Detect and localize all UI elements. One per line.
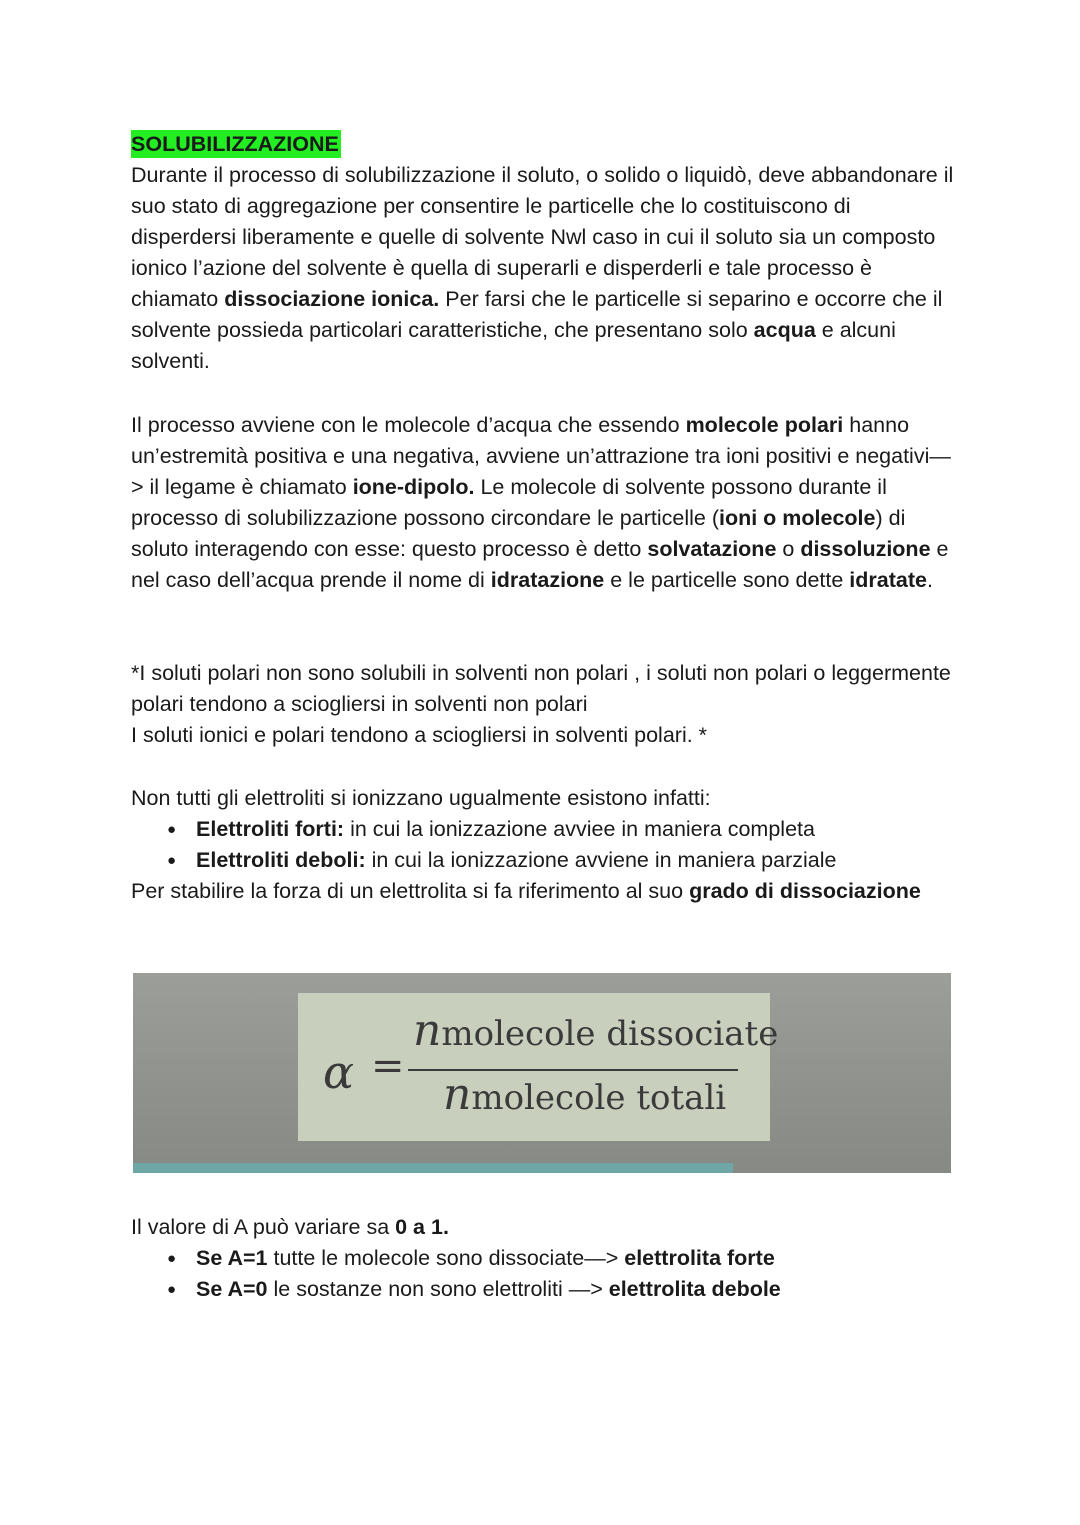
list-item-label: Elettroliti forti:: [196, 817, 345, 841]
text-run: e nel caso dell’acqua prende il nome di: [131, 537, 949, 592]
paragraph-grado: [131, 876, 961, 907]
text-run: Per stabilire la forza di un elettrolita si fa riferimento al suo: [131, 879, 690, 903]
bold-text: idratazione: [490, 568, 605, 592]
bold-text: Se A=0: [196, 1277, 268, 1301]
photo-band: [133, 1163, 733, 1173]
valore-list: [131, 1243, 961, 1305]
list-item-text: in cui la ionizzazione avviee in maniera completa: [344, 817, 815, 841]
bold-text: Se A=1: [196, 1246, 268, 1270]
paragraph-solubilizzazione: [131, 160, 961, 377]
text-run: Il valore di A può variare sa: [131, 1215, 396, 1239]
list-item-text: in cui la ionizzazione avviene in maniera parziale: [365, 848, 837, 872]
bold-text: elettrolita forte: [624, 1246, 775, 1270]
paragraph-processo: [131, 410, 961, 596]
text-run: e alcuni solventi.: [131, 318, 896, 373]
formula-denominator: nmolecole totali: [443, 1069, 727, 1120]
elettroliti-list: [131, 814, 961, 876]
formula-equals: =: [371, 1043, 405, 1089]
bold-text: acqua: [753, 318, 816, 342]
valore-block: [131, 1212, 961, 1305]
text-run: .: [926, 568, 933, 592]
paragraph-valore: [131, 1212, 961, 1243]
bold-text: ioni o molecole: [718, 506, 876, 530]
text-run: tutte le molecole sono dissociate—>: [267, 1246, 625, 1270]
bold-text: idratate: [849, 568, 927, 592]
bold-text: solvatazione: [647, 537, 777, 561]
text-run: Per farsi che le particelle si separino e occorre che il solvente possieda particolari caratteristiche, che presentano solo: [131, 287, 943, 342]
bold-text: ione-dipolo.: [352, 475, 475, 499]
elettroliti-intro: Non tutti gli elettroliti si ionizzano ugualmente esistono infatti:: [131, 786, 711, 810]
note-line-2: I soluti ionici e polari tendono a sciogliersi in solventi polari. *: [131, 723, 708, 747]
elettroliti-block: [131, 783, 961, 907]
bold-text: grado di dissociazione: [689, 879, 921, 903]
list-item-label: Elettroliti deboli:: [196, 848, 366, 872]
text-run: e le particelle sono dette: [604, 568, 850, 592]
list-item: [131, 845, 961, 876]
bold-text: molecole polari: [685, 413, 844, 437]
text-run: Durante il processo di solubilizzazione il soluto, o solido o liquidò, deve abbandonare il suo stato di aggregazione per consentire le particelle che lo costituiscono di disperdersi liberamente e quelle di solvente Nwl caso in cui il soluto sia un composto ionico l’azione del solvente è quella di superarli e disperderli e tale processo è chiamato: [131, 163, 954, 311]
bold-text: dissociazione ionica.: [224, 287, 440, 311]
note-line-1: *I soluti polari non sono solubili in solventi non polari , i soluti non polari o leggermente polari tendono a sciogliersi in solventi non polari: [131, 661, 951, 716]
note-block: [131, 658, 961, 751]
text-run: le sostanze non sono elettroliti —>: [267, 1277, 609, 1301]
list-item: [131, 814, 961, 845]
dissociation-formula: [323, 1005, 779, 1131]
list-item: [131, 1243, 961, 1274]
text-run: o: [776, 537, 801, 561]
formula-alpha: α: [323, 1045, 355, 1099]
text-run: Il processo avviene con le molecole d’acqua che essendo: [131, 413, 686, 437]
text-run: ) di soluto interagendo con esse: questo processo è detto: [131, 506, 906, 561]
formula-photo: [133, 973, 951, 1173]
section-title: SOLUBILIZZAZIONE: [131, 132, 339, 156]
bold-text: dissoluzione: [800, 537, 931, 561]
formula-numerator: nmolecole dissociate: [413, 1005, 779, 1056]
bold-text: elettrolita debole: [608, 1277, 781, 1301]
text-run: hanno un’estremità positiva e una negativa, avviene un’attrazione tra ioni positivi e negativi—> il legame è chiamato: [131, 413, 951, 499]
list-item: [131, 1274, 961, 1305]
text-run: Le molecole di solvente possono durante il processo di solubilizzazione possono circondare le particelle (: [131, 475, 887, 530]
bold-text: 0 a 1.: [395, 1215, 449, 1239]
